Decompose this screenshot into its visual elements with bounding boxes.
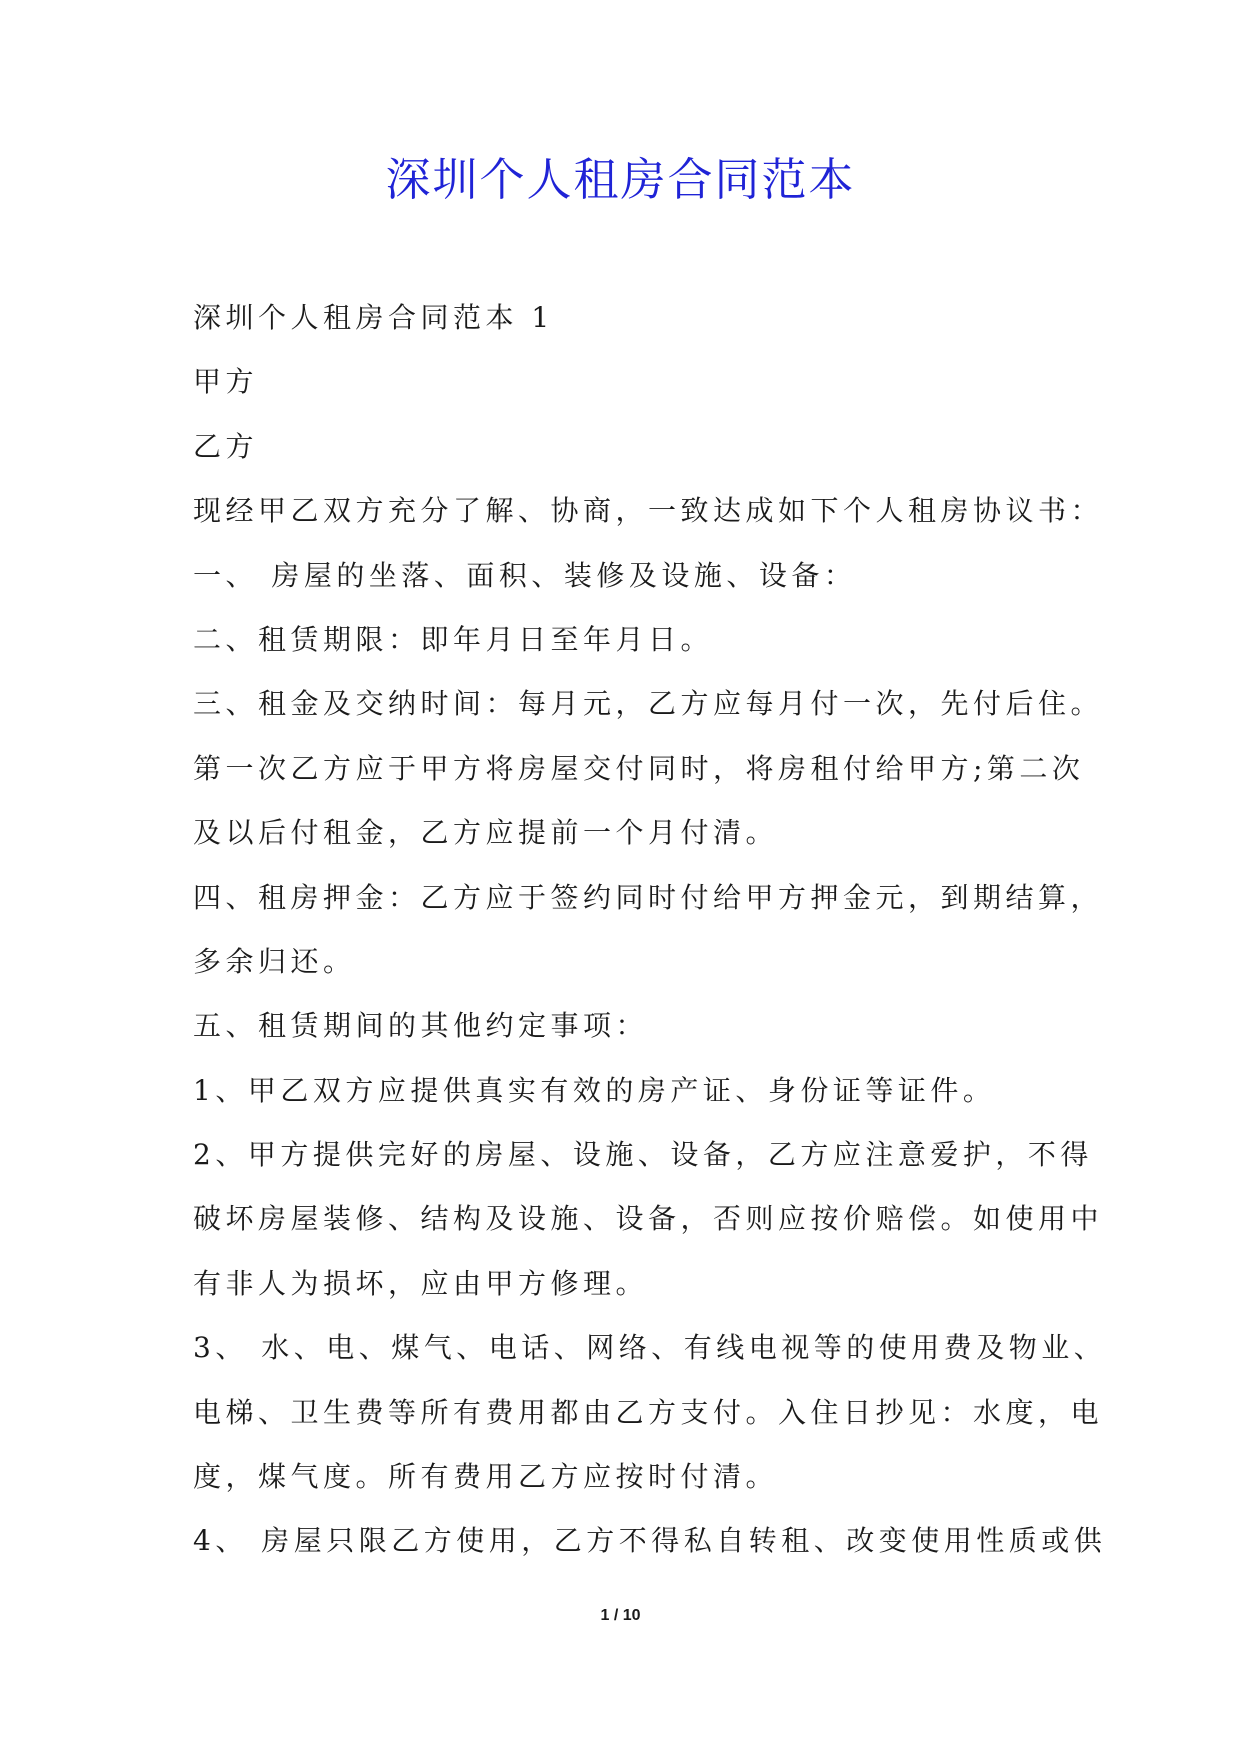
paragraph-line: 现经甲乙双方充分了解、协商，一致达成如下个人租房协议书：: [193, 494, 1104, 528]
paragraph-line: 破坏房屋装修、结构及设施、设备，否则应按价赔偿。如使用中: [193, 1202, 1104, 1236]
paragraph-line: 及以后付租金，乙方应提前一个月付清。: [193, 816, 779, 850]
paragraph-line: 1、甲乙双方应提供真实有效的房产证、身份证等证件。: [193, 1073, 996, 1107]
document-body: [193, 286, 1107, 1574]
paragraph-line: 4、 房屋只限乙方使用，乙方不得私自转租、改变使用性质或供: [193, 1524, 1107, 1558]
paragraph-line: 五、租赁期间的其他约定事项：: [193, 1009, 649, 1043]
paragraph-line: 三、租金及交纳时间：每月元，乙方应每月付一次，先付后住。: [193, 687, 1104, 721]
paragraph-line: 3、 水、电、煤气、电话、网络、有线电视等的使用费及物业、: [193, 1331, 1107, 1365]
paragraph-line: 二、租赁期限：即年月日至年月日。: [193, 622, 714, 656]
paragraph-line: 电梯、卫生费等所有费用都由乙方支付。入住日抄见：水度，电: [193, 1395, 1104, 1429]
paragraph-line: 2、甲方提供完好的房屋、设施、设备，乙方应注意爱护，不得: [193, 1138, 1093, 1172]
paragraph-line: 甲方: [193, 365, 259, 399]
page-number: 1 / 10: [600, 1607, 641, 1624]
paragraph-line: 度，煤气度。所有费用乙方应按时付清。: [193, 1460, 779, 1494]
paragraph-line: 多余归还。: [193, 944, 356, 978]
paragraph-line: 深圳个人租房合同范本 1: [193, 301, 554, 334]
paragraph-line: 有非人为损坏，应由甲方修理。: [193, 1266, 649, 1300]
paragraph-line: 一、 房屋的坐落、面积、装修及设施、设备：: [193, 558, 857, 592]
paragraph-line: 第一次乙方应于甲方将房屋交付同时，将房租付给甲方;第二次: [193, 751, 1085, 785]
paragraph-line: 乙方: [193, 429, 259, 463]
paragraph-line: 四、租房押金：乙方应于签约同时付给甲方押金元，到期结算，: [193, 880, 1104, 914]
document-title: 深圳个人租房合同范本: [385, 153, 856, 206]
